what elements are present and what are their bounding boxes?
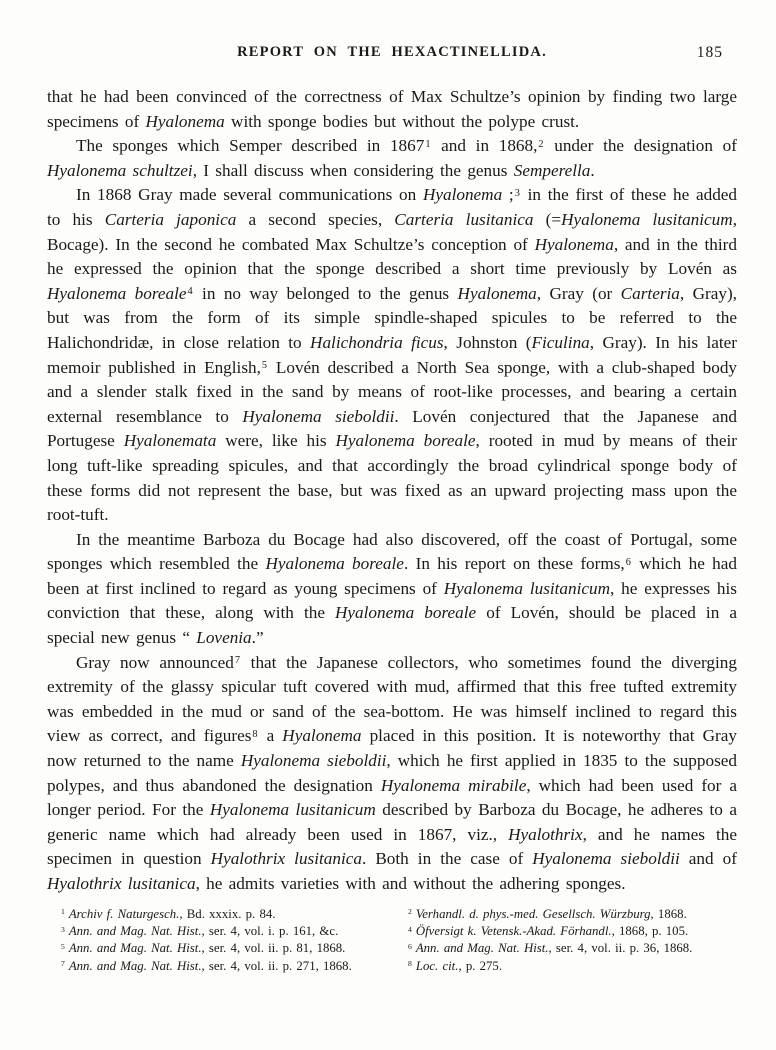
text-run: a second species,: [236, 209, 395, 229]
text-run: Gray now announced: [76, 652, 234, 672]
text-run: . Lovén conjectured that the Japanese and Portugese: [47, 406, 738, 451]
text-run: , which had been used for a longer period. For the: [47, 775, 737, 820]
footnote-text: [416, 959, 502, 973]
footnote-reference: 3: [514, 187, 520, 199]
italic-text-run: Ann. and Mag. Nat. Hist.: [68, 924, 202, 938]
text-run: , Gray), but was from the form of its simple spindle-shaped spicules to be referred to the Halichondridæ, in close relation to: [47, 283, 737, 352]
footnote-text: [416, 924, 688, 938]
footnote-marker: 1: [61, 907, 65, 917]
text-run: , rooted in mud by means of their long tuft-like spreading spicules, and that accordingly the broad cylindrical sponge body of these forms did not represent the base, but was fixed as an upward projecting mass upon the root-tuft.: [47, 431, 737, 525]
text-run: and of: [679, 849, 737, 869]
italic-text-run: Ann. and Mag. Nat. Hist.: [68, 958, 202, 973]
footnote-reference: 8: [252, 728, 258, 740]
footnote-text: [69, 941, 346, 955]
italic-text-run: Öfversigt k. Vetensk.-Akad. Förhandl.: [415, 924, 612, 938]
italic-text-run: Archiv f. Naturgesch.: [68, 906, 180, 921]
italic-text-run: Loc. cit.: [415, 958, 459, 973]
text-run: , Bd. xxxix. p. 84.: [179, 906, 276, 921]
footnote-marker: 4: [408, 924, 412, 934]
italic-text-run: Halichondria ficus: [310, 332, 444, 352]
footnote-text: [416, 907, 687, 921]
text-run: , ser. 4, vol. i. p. 161, &c.: [201, 924, 339, 938]
footnote-text: [416, 941, 693, 955]
footnote-text: [69, 907, 276, 921]
text-run: , I shall discuss when considering the genus: [192, 160, 514, 180]
footnote-reference: 4: [187, 286, 193, 298]
italic-text-run: Hyalothrix lusitanica: [47, 874, 196, 893]
footnote-reference: 6: [625, 556, 631, 568]
text-run: In the meantime Barboza du Bocage had also discovered, off the coast of Portugal, some sponges which resembled the: [47, 529, 737, 574]
text-run: Lovén described a North Sea sponge, with a club-shaped body and a slender stalk fixed in the sand by means of root-like processes, and bearing a certain external resemblance to: [47, 357, 738, 426]
footnote-text: [69, 924, 338, 938]
italic-text-run: Hyalonema lusitanicum: [443, 578, 611, 598]
footnote-6: [394, 940, 737, 957]
paragraph-continuation: [47, 85, 737, 134]
running-title: REPORT ON THE HEXACTINELLIDA.: [237, 44, 547, 60]
footnote-reference: 2: [538, 138, 544, 150]
italic-text-run: Ann. and Mag. Nat. Hist.: [68, 941, 202, 956]
text-run: were, like his: [216, 431, 336, 451]
italic-text-run: Hyalonema: [534, 234, 614, 254]
text-run: , Gray (or: [536, 283, 621, 303]
paragraph-gray-1868: [47, 183, 737, 527]
italic-text-run: Hyalonema boreale: [265, 554, 404, 574]
italic-text-run: Hyalonemata: [123, 431, 217, 451]
italic-text-run: Hyalonema: [422, 185, 503, 205]
italic-text-run: Carteria lusitanica: [394, 209, 534, 229]
italic-text-run: Hyalonema lusitanicum: [209, 800, 376, 820]
italic-text-run: Hyalonema lusitanicum: [561, 209, 733, 229]
text-run: , 1868.: [650, 906, 687, 921]
footnote-7: [47, 958, 382, 975]
italic-text-run: Carteria: [620, 283, 680, 303]
text-run: ;: [502, 185, 514, 205]
text-run: In 1868 Gray made several communications on: [76, 185, 423, 205]
footnote-4: [394, 923, 737, 940]
italic-text-run: Hyalonema sieboldii: [532, 849, 680, 869]
text-run: which he had been at first inclined to regard as young specimens of: [47, 554, 738, 598]
italic-text-run: Hyalonema sieboldii: [240, 751, 387, 771]
italic-text-run: Hyalonema sieboldii: [242, 406, 395, 426]
text-run: and in 1868,: [431, 136, 538, 156]
text-run: a: [258, 726, 283, 746]
text-run: of Lovén, should be placed in a special new genus “: [47, 603, 737, 648]
text-run: , Johnston (: [443, 332, 532, 352]
footnote-reference: 1: [425, 138, 431, 150]
text-run: in the first of these he added to his: [47, 185, 738, 229]
italic-text-run: Verhandl. d. phys.-med. Gesellsch. Würzburg: [415, 906, 651, 921]
text-run: . In his report on these forms,: [403, 554, 625, 574]
text-run: .”: [251, 628, 264, 648]
footnote-marker: 2: [408, 907, 412, 917]
text-run: , Gray). In his later memoir published in English,: [47, 332, 737, 377]
italic-text-run: Hyalonema boreale: [335, 431, 476, 451]
paragraph-gray-announced: [47, 651, 737, 897]
footnote-reference: 5: [261, 359, 268, 371]
footnote-marker: 7: [61, 959, 65, 969]
text-run: .: [590, 160, 595, 180]
italic-text-run: Hyalonema boreale: [335, 603, 477, 623]
text-run: with sponge bodies but without the polype crust.: [224, 111, 580, 131]
text-run: placed in this position. It is noteworthy that Gray now returned to the name: [47, 726, 737, 771]
text-run: , and in the third he expressed the opinion that the sponge described a short time previously by Lovén as: [47, 234, 737, 279]
text-run: , ser. 4, vol. ii. p. 36, 1868.: [548, 941, 693, 956]
footnote-8: [394, 958, 737, 975]
page-header: [47, 44, 737, 65]
text-run: , and he names the specimen in question: [47, 824, 737, 869]
italic-text-run: Hyalonema boreale: [47, 283, 187, 303]
footnote-marker: 3: [61, 924, 65, 934]
italic-text-run: Ficulina: [531, 332, 590, 352]
italic-text-run: Lovenia: [196, 628, 252, 648]
footnotes-right-column: [392, 906, 737, 976]
italic-text-run: Hyalonema: [145, 111, 225, 131]
footnote-reference: 7: [234, 655, 240, 667]
text-run: in no way belonged to the genus: [193, 283, 458, 303]
text-run: , he admits varieties with and without the adhering sponges.: [195, 874, 626, 893]
italic-text-run: Semperella: [513, 160, 591, 180]
text-run: The sponges which Semper described in 1867: [76, 136, 425, 156]
text-run: , which he first applied in 1835 to the supposed polypes, and thus abandoned the designation: [47, 751, 737, 795]
italic-text-run: Hyalonema mirabile: [380, 775, 527, 795]
text-run: under the designation of: [544, 136, 737, 156]
italic-text-run: Ann. and Mag. Nat. Hist.: [415, 941, 549, 956]
italic-text-run: Hyalonema: [282, 726, 362, 746]
italic-text-run: Hyalonema: [457, 283, 537, 303]
paragraph-barboza: [47, 528, 737, 651]
text-run: that the Japanese collectors, who sometimes found the diverging extremity of the glassy spicular tuft covered with mud, affirmed that this free tufted extremity was embedded in the mud or sand of the sea-bottom. He was himself inclined to regard this view as correct, and figures: [47, 652, 737, 746]
paragraph-semper: [47, 134, 737, 183]
text-run: , he expresses his conviction that these, along with the: [47, 578, 737, 623]
footnotes-left-column: [47, 906, 392, 976]
text-run: , 1868, p. 105.: [611, 924, 689, 938]
body-text: [47, 85, 737, 897]
text-run: that he had been convinced of the correctness of Max Schultze’s opinion by finding two large specimens of: [47, 87, 737, 131]
footnote-marker: 6: [408, 941, 412, 951]
footnote-3: [47, 923, 382, 940]
italic-text-run: Hyalonema schultzei: [47, 160, 193, 180]
footnote-marker: 8: [408, 959, 412, 969]
footnote-1: [47, 906, 382, 923]
footnote-marker: 5: [61, 941, 65, 951]
italic-text-run: Hyalothrix: [508, 824, 583, 844]
text-run: . Both in the case of: [361, 849, 533, 869]
text-run: , ser. 4, vol. ii. p. 81, 1868.: [201, 941, 346, 956]
text-run: , ser. 4, vol. ii. p. 271, 1868.: [201, 958, 352, 973]
text-run: described by Barboza du Bocage, he adheres to a generic name which had already been used in 1867, viz.,: [47, 800, 737, 844]
footnote-5: [47, 940, 382, 957]
footnotes: [47, 906, 737, 976]
italic-text-run: Carteria japonica: [104, 209, 237, 229]
footnote-text: [69, 959, 352, 973]
page-number: 185: [696, 44, 723, 61]
text-run: , p. 275.: [458, 958, 503, 973]
text-run: (=: [533, 209, 562, 229]
footnote-2: [394, 906, 737, 923]
italic-text-run: Hyalothrix lusitanica: [210, 849, 362, 869]
text-run: , Bocage). In the second he combated Max Schultze’s conception of: [47, 209, 737, 254]
